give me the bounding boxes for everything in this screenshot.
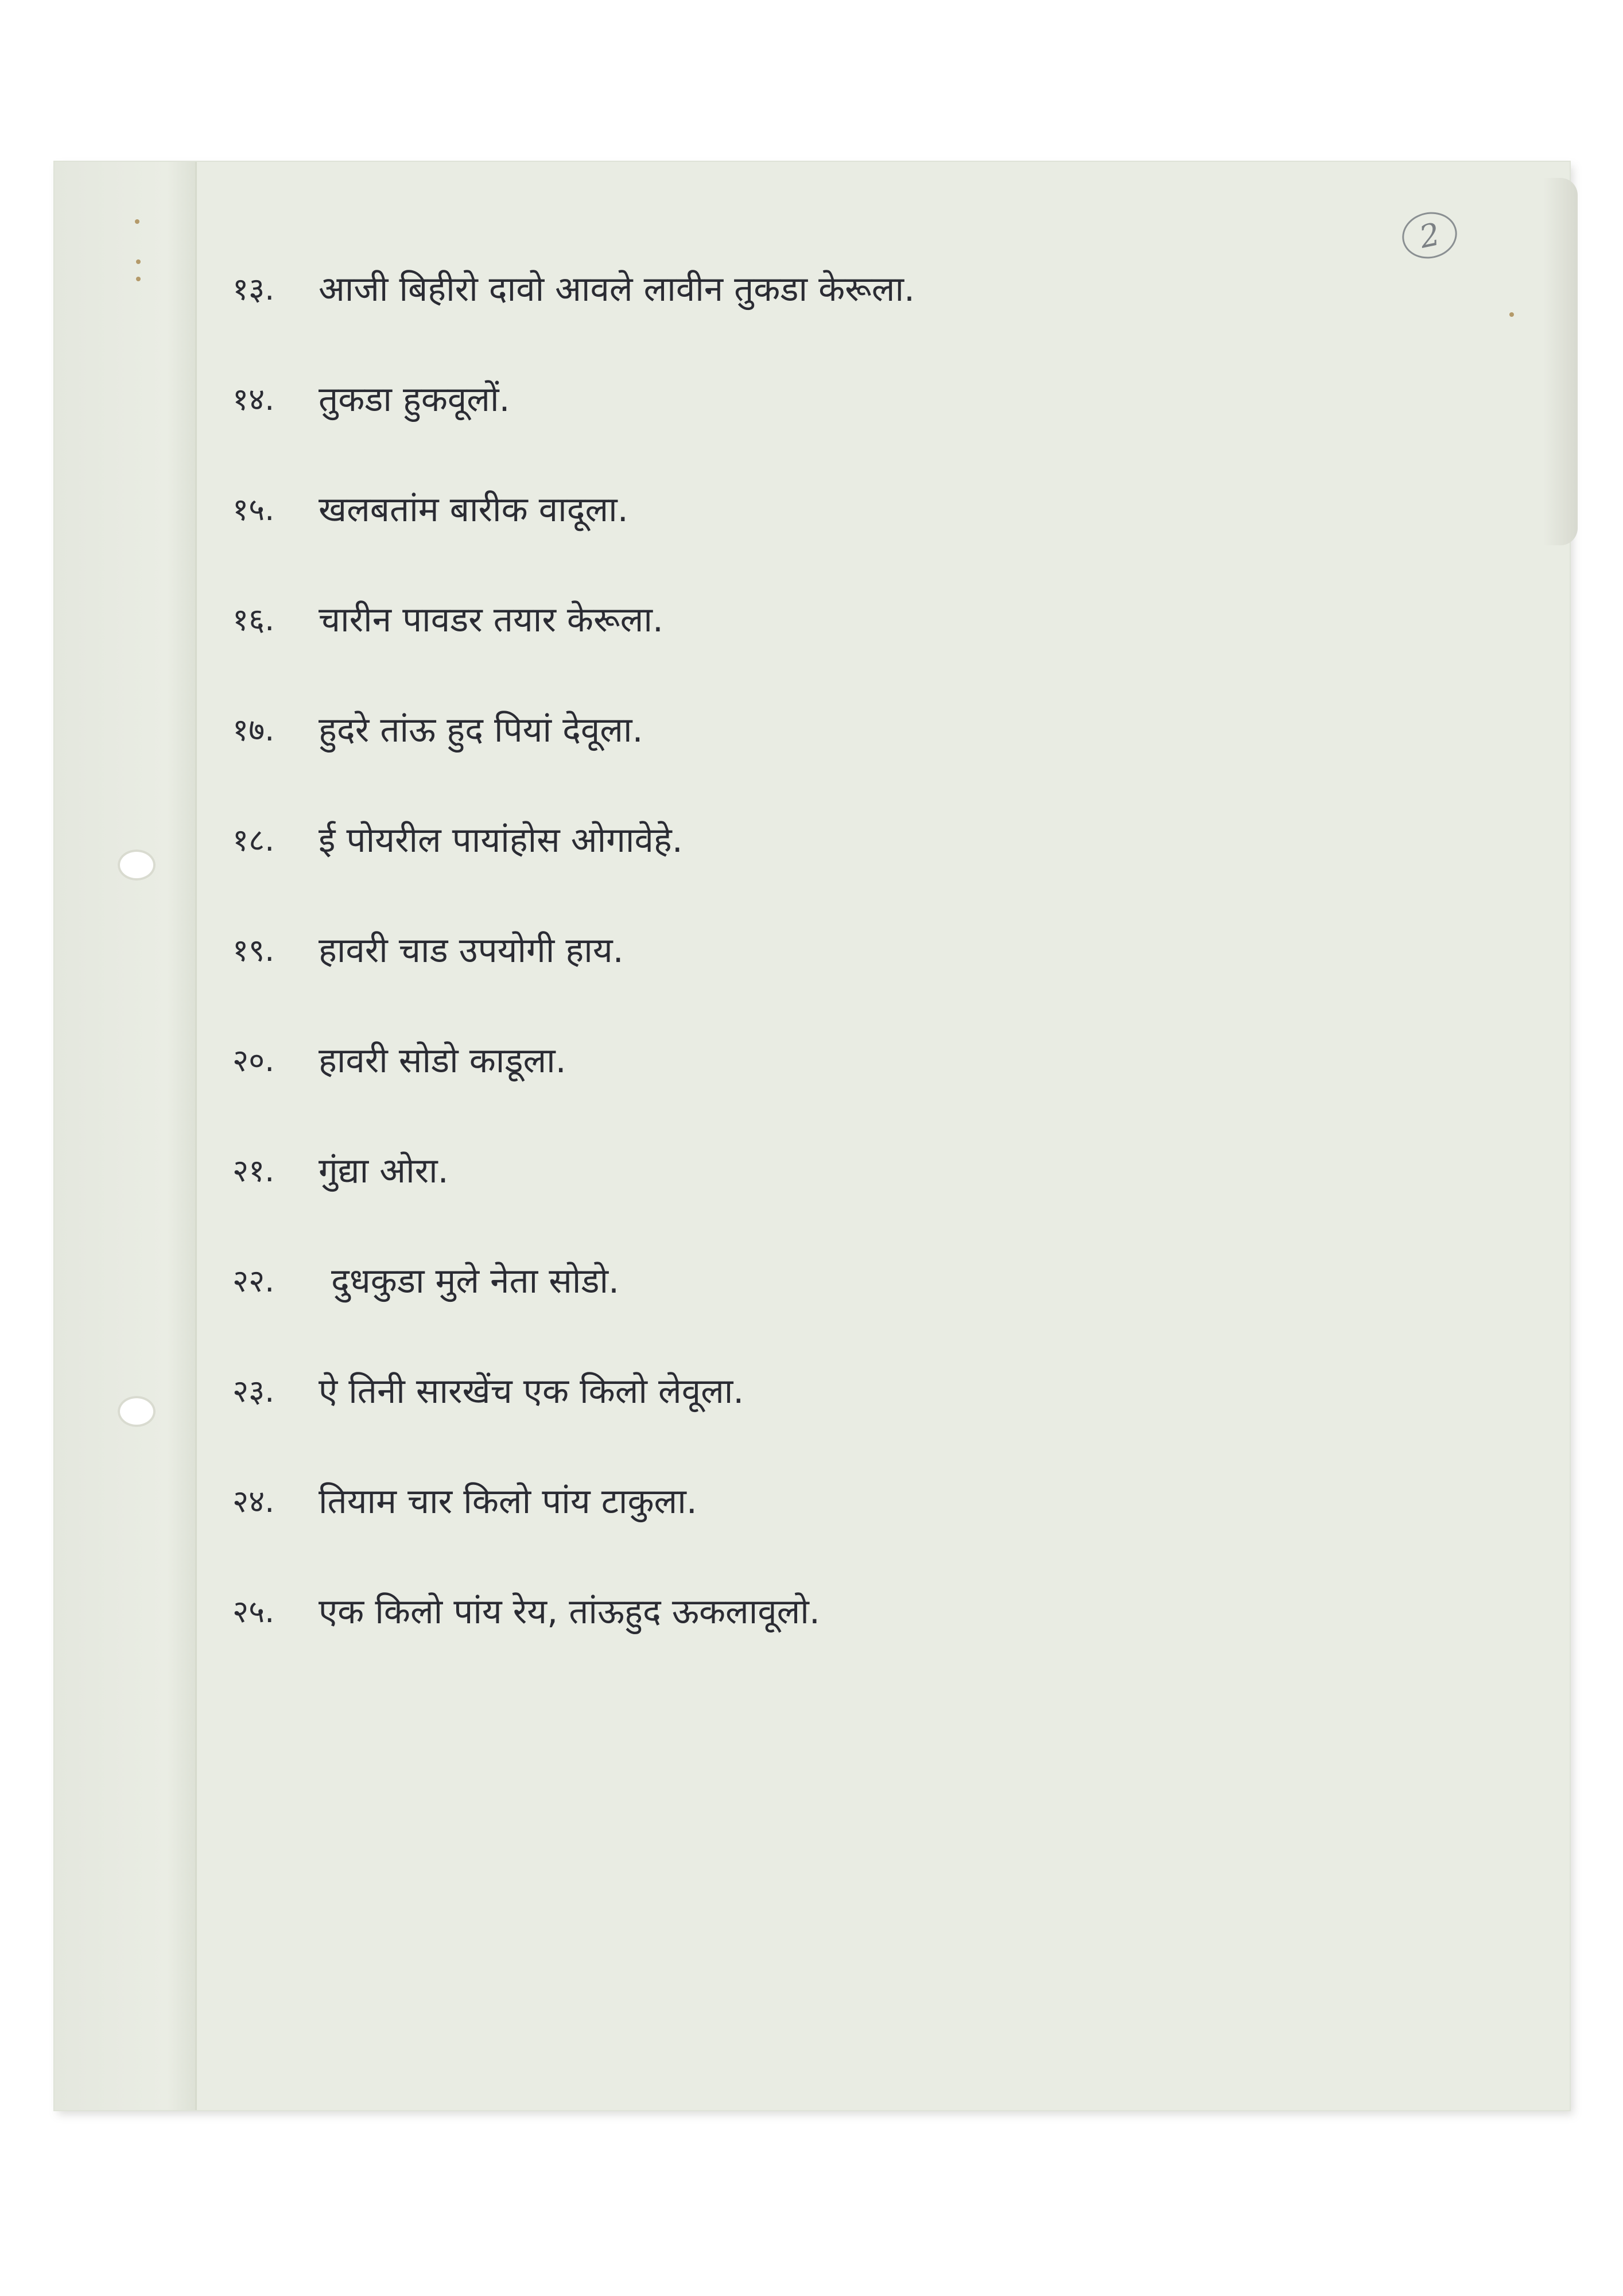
item-text: आजी बिहीरो दावो आवले लावीन तुकडा केरूला. — [319, 269, 915, 309]
list-item — [232, 232, 915, 343]
list-item — [232, 1445, 915, 1555]
paper-speck — [135, 219, 139, 224]
item-number: १९. — [232, 932, 275, 968]
item-number: २१. — [232, 1153, 275, 1189]
item-text: तुकडा हुकवूलों. — [319, 379, 510, 420]
paper-speck — [136, 277, 141, 281]
item-text: हावरी सोडो काडूला. — [319, 1041, 566, 1081]
item-number: २४. — [232, 1483, 275, 1519]
item-text: ऐ तिनी सारखेंच एक किलो लेवूला. — [319, 1371, 744, 1411]
item-text: हुदरे तांऊ हुद पियां देवूला. — [319, 710, 643, 750]
item-text: एक किलो पांय रेय, तांऊहुद ऊकलावूलो. — [319, 1592, 820, 1632]
item-text: ई पोयरील पायांहोस ओगावेहे. — [319, 820, 683, 860]
list-item — [232, 673, 915, 784]
list-item — [232, 894, 915, 1004]
list-item — [232, 1224, 915, 1335]
item-text: हावरी चाड उपयोगी हाय. — [319, 930, 624, 971]
list-item — [232, 453, 915, 563]
item-text: गुंद्या ओरा. — [319, 1151, 449, 1191]
list-item — [232, 1114, 915, 1224]
list-item — [232, 1004, 915, 1114]
item-text: चारीन पावडर तयार केरूला. — [319, 600, 663, 640]
item-number: २२. — [232, 1263, 275, 1299]
item-number: १३. — [232, 271, 275, 307]
item-number: २०. — [232, 1042, 275, 1079]
numbered-sentence-list — [232, 232, 915, 1665]
list-item — [232, 563, 915, 673]
list-item — [232, 1335, 915, 1445]
punch-hole-top — [118, 850, 156, 881]
item-number: १६. — [232, 602, 275, 638]
binding-margin — [55, 162, 197, 2110]
item-number: २३. — [232, 1373, 275, 1409]
paper-speck — [136, 259, 141, 264]
paper-speck — [1509, 312, 1514, 317]
item-text: खलबतांम बारीक वादूला. — [319, 490, 628, 530]
page-number-text: 2 — [1416, 215, 1443, 255]
handwritten-page-number — [1398, 207, 1462, 263]
item-number: १८. — [232, 822, 275, 858]
item-text: दुधकुडा मुले नेता सोडो. — [331, 1261, 620, 1301]
punch-hole-bottom — [118, 1396, 156, 1427]
item-number: १४. — [232, 381, 275, 417]
item-number: १५. — [232, 491, 275, 528]
folded-edge — [1543, 178, 1578, 545]
list-item — [232, 1555, 915, 1665]
list-item — [232, 784, 915, 894]
item-text: तियाम चार किलो पांय टाकुला. — [319, 1481, 697, 1522]
item-number: १७. — [232, 712, 275, 748]
list-item — [232, 343, 915, 453]
item-number: २५. — [232, 1593, 275, 1630]
